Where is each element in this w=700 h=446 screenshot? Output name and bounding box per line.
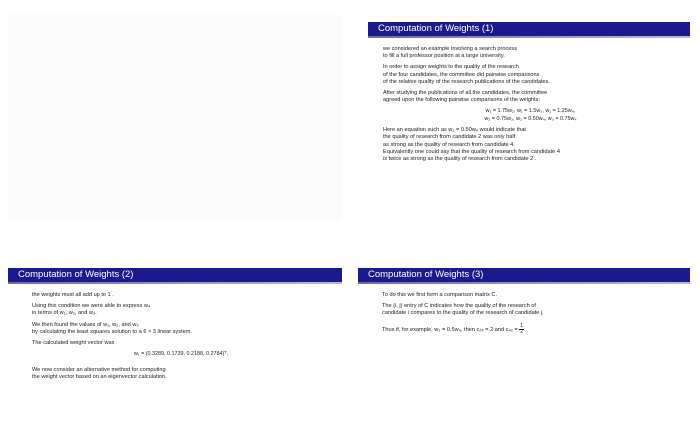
paragraph: We then found the values of w₁, w₂, and w₃ by calculating the least squares solution to a 6 × 3 linear system.: [32, 321, 192, 335]
slide-title-bar: [358, 268, 690, 282]
paragraph: We now consider an alternative method for computing the weight vector based on an eigenvector calculation.: [32, 366, 167, 380]
paragraph: To do this we first form a comparison matrix C.: [382, 292, 498, 298]
slide-1: [368, 22, 690, 222]
paragraph: The calculated weight vector was: [32, 340, 115, 347]
paragraph: Using this condition we were able to express w₄ in terms of w₁, w₂, and w₃.: [32, 303, 151, 317]
slide-title-bar: [8, 268, 342, 282]
paragraph: The (i, j) entry of C indicates how the quality of the research of candidate i compares to the quality of the research of candidate j.: [382, 303, 544, 317]
slide-title-bar: [368, 22, 690, 36]
equation: w₁ = 1.75w₂, w₁ = 1.5w₃, w₁ = 1.25w₄,: [485, 108, 576, 115]
equation: w₁ = (0.3289, 0.1739, 0.2188, 0.2784)ᵀ.: [133, 351, 229, 358]
paragraph: the weights must all add up to 1 .: [32, 292, 114, 298]
paragraph: After studying the publications of all the candidates, the committee agreed upon the following pairwise comparisons of the weights:: [383, 90, 548, 104]
equation: w₂ = 0.75w₃, w₂ = 0.50w₄, w₃ = 0.75w₄: [484, 115, 577, 122]
slide-2: [8, 268, 342, 438]
slide-title: Computation of Weights (3): [368, 269, 484, 280]
fraction: $\frac{1}{2}$: [520, 322, 524, 335]
title-bar-shadow: [368, 36, 690, 38]
title-bar-shadow: [358, 282, 690, 284]
equation-block: [383, 108, 678, 123]
slide-body: [382, 292, 678, 339]
slide-3: [358, 268, 690, 438]
slide-body: [32, 292, 330, 385]
title-bar-shadow: [8, 282, 342, 284]
slide-body: [383, 46, 678, 167]
slide-title: Computation of Weights (2): [18, 269, 134, 280]
slide-title: Computation of Weights (1): [378, 23, 494, 34]
paragraph: Thus if, for example, w₂ = 0.5w₄, then c₂₄ = 2 and c₄₂ = $\frac{1}{2}$ .: [382, 322, 526, 335]
blank-slide-area: [8, 15, 342, 220]
paragraph: In order to assign weights to the quality of the research of the four candidates, the committee did pairwise comparisons of the relative quality of the research publications of the candidates.: [383, 64, 550, 85]
paragraph: Here an equation such as w₂ = 0.50w₄ would indicate that the quality of research from candidate 2 was only half as strong as the quality of research from candidate 4. Equivalently one could say that the quality of research from candidate 4 is twice as strong as the quality of research from candidate 2 .: [383, 127, 560, 163]
paragraph: we considered an example involving a search process to fill a full professor position at a large university.: [383, 46, 518, 60]
